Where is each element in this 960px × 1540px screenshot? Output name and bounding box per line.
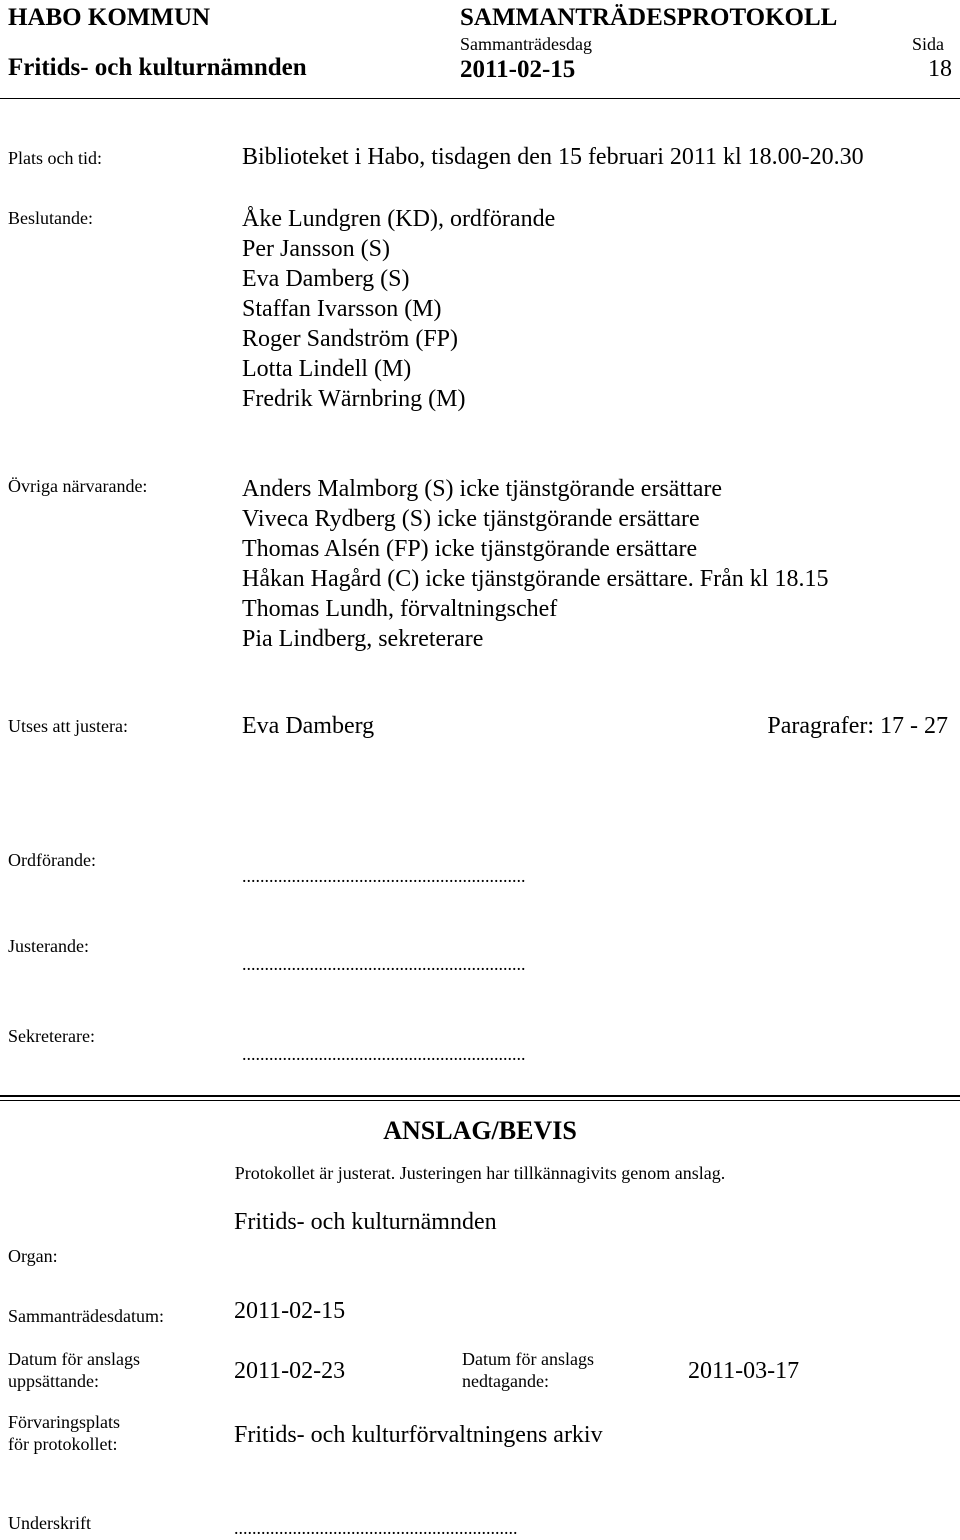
storage-label [8, 1411, 120, 1455]
anslag-title: ANSLAG/BEVIS [383, 1116, 577, 1145]
removed-label-line: Datum för anslags [462, 1349, 594, 1369]
meeting-date-label: Sammanträdesdatum: [8, 1306, 164, 1326]
organ-label: Organ: [8, 1246, 58, 1266]
page-label: Sida [912, 34, 945, 54]
adjuster-label: Utses att justera: [8, 716, 128, 736]
decider: Staffan Ivarsson (M) [242, 296, 442, 322]
signature-label: Underskrift [8, 1513, 91, 1533]
committee-name: Fritids- och kulturnämnden [8, 54, 307, 81]
other-attendee: Pia Lindberg, sekreterare [242, 626, 484, 652]
other-attendee: Thomas Alsén (FP) icke tjänstgörande ersättare [242, 536, 698, 562]
chair-signature-line: ............................................................... [242, 866, 526, 886]
storage-value: Fritids- och kulturförvaltningens arkiv [234, 1422, 603, 1448]
adjuster-name: Eva Damberg [242, 713, 375, 739]
decider: Lotta Lindell (M) [242, 356, 412, 382]
page-number: 18 [928, 56, 952, 82]
deciders-label: Beslutande: [8, 208, 93, 228]
storage-label-line: för protokollet: [8, 1434, 118, 1454]
decider: Åke Lundgren (KD), ordförande [242, 206, 556, 232]
adjuster-signature-line: ............................................................... [242, 954, 526, 974]
deciders-list [242, 204, 555, 414]
meeting-date: 2011-02-15 [460, 56, 576, 83]
posted-label-line: Datum för anslags [8, 1349, 140, 1369]
other-attendee: Thomas Lundh, förvaltningschef [242, 596, 558, 622]
others-list [242, 474, 828, 654]
org-name: HABO KOMMUN [8, 4, 211, 31]
others-label: Övriga närvarande: [8, 476, 148, 496]
chair-label: Ordförande: [8, 850, 96, 870]
place-value: Biblioteket i Habo, tisdagen den 15 februari 2011 kl 18.00-20.30 [242, 144, 864, 170]
removed-label [462, 1348, 594, 1392]
organ-value: Fritids- och kulturnämnden [234, 1209, 497, 1235]
adjuster-sign-label: Justerande: [8, 936, 89, 956]
secretary-signature-line: ............................................................... [242, 1044, 526, 1064]
header-rule [0, 98, 960, 99]
paragraphs: Paragrafer: 17 - 27 [767, 713, 948, 739]
other-attendee: Anders Malmborg (S) icke tjänstgörande ersättare [242, 476, 723, 502]
place-label: Plats och tid: [8, 148, 102, 168]
date-label: Sammanträdesdag [460, 34, 592, 54]
posted-label [8, 1348, 140, 1392]
other-attendee: Viveca Rydberg (S) icke tjänstgörande ersättare [242, 506, 700, 532]
decider: Eva Damberg (S) [242, 266, 410, 292]
meeting-date-value: 2011-02-15 [234, 1298, 346, 1324]
secretary-label: Sekreterare: [8, 1026, 95, 1046]
storage-label-line: Förvaringsplats [8, 1412, 120, 1432]
decider: Fredrik Wärnbring (M) [242, 386, 466, 412]
section-rule-top [0, 1095, 960, 1097]
decider: Roger Sandström (FP) [242, 326, 458, 352]
removed-date: 2011-03-17 [688, 1358, 800, 1384]
anslag-note: Protokollet är justerat. Justeringen har tillkännagivits genom anslag. [234, 1163, 726, 1183]
posted-label-line: uppsättande: [8, 1371, 99, 1391]
signature-line: ............................................................... [234, 1518, 518, 1538]
posted-date: 2011-02-23 [234, 1358, 346, 1384]
removed-label-line: nedtagande: [462, 1371, 549, 1391]
section-rule-bottom [0, 1100, 960, 1101]
other-attendee: Håkan Hagård (C) icke tjänstgörande ersättare. Från kl 18.15 [242, 566, 829, 592]
doc-type: SAMMANTRÄDESPROTOKOLL [460, 4, 838, 31]
decider: Per Jansson (S) [242, 236, 390, 262]
